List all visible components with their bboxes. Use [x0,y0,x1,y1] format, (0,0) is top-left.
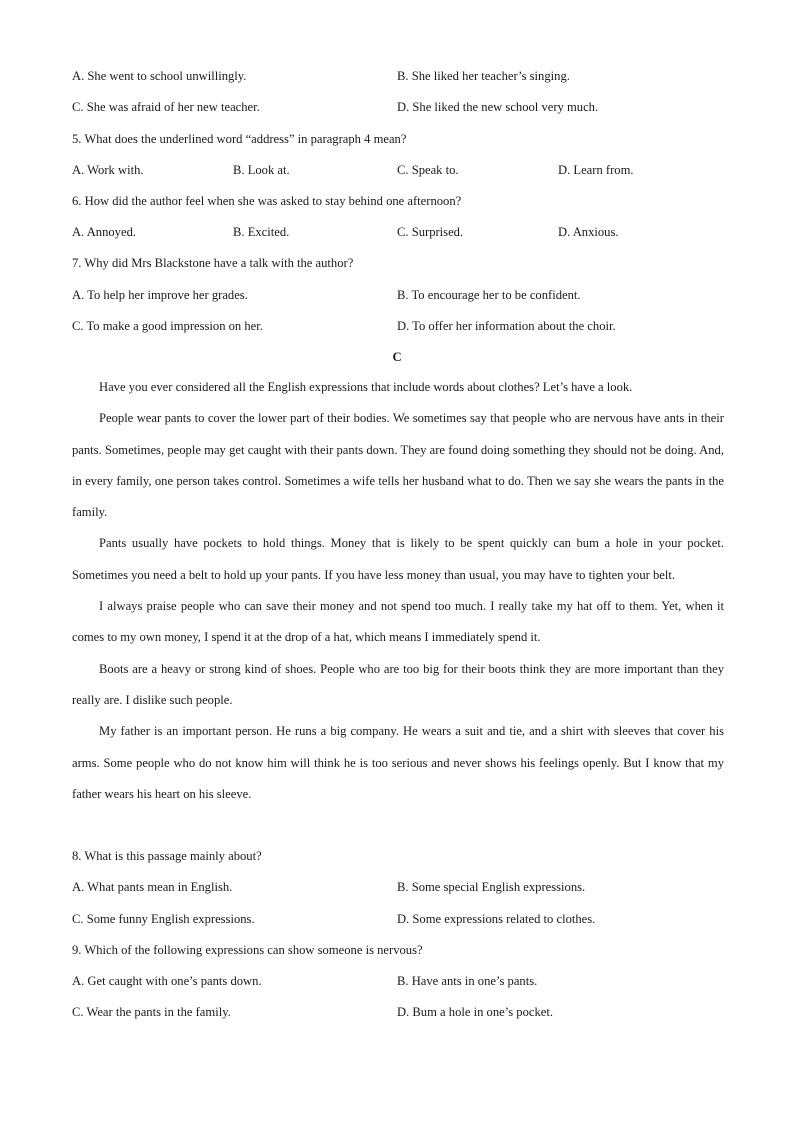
q4-option-d: D. She liked the new school very much. [397,100,599,114]
q6-option-c: C. Surprised. [397,225,464,239]
q5-stem: 5. What does the underlined word “address” in paragraph 4 mean? [72,132,407,146]
q5-option-d: D. Learn from. [558,163,634,177]
q7-option-c: C. To make a good impression on her. [72,319,263,333]
q9-stem: 9. Which of the following expressions can show someone is nervous? [72,943,423,957]
q9-option-b: B. Have ants in one’s pants. [397,974,538,988]
q4-option-a: A. She went to school unwillingly. [72,69,247,83]
section-c-passage [72,372,724,810]
passage-paragraph-1: Have you ever considered all the English expressions that include words about clothes? Let’s have a look. [99,380,633,394]
q9-option-d: D. Bum a hole in one’s pocket. [397,1005,553,1019]
passage-paragraph-4: I always praise people who can save their money and not spend too much. I really take my hat off to them. Yet, when it comes to my own money, I spend it at the drop of a hat, which means I immediately spend it. [72,599,724,645]
q7-option-a: A. To help her improve her grades. [72,288,248,302]
q8-option-b: B. Some special English expressions. [397,880,586,894]
q5-option-b: B. Look at. [233,163,290,177]
passage-paragraph-2: People wear pants to cover the lower part of their bodies. We sometimes say that people who are nervous have ants in their pants. Sometimes, people may get caught with their pants down. They are found doing something they should not be doing. And, in every family, one person takes control. Sometimes a wife tells her husband what to do. Then we say she wears the pants in the family. [72,411,724,520]
q8-option-c: C. Some funny English expressions. [72,912,255,926]
passage-paragraph-3: Pants usually have pockets to hold things. Money that is likely to be spent quickly can bum a hole in your pocket. Sometimes you need a belt to hold up your pants. If you have less money than usual, you may have to tighten your belt. [72,536,724,582]
q9-option-a: A. Get caught with one’s pants down. [72,974,262,988]
q8-option-a: A. What pants mean in English. [72,880,233,894]
q9-option-c: C. Wear the pants in the family. [72,1005,231,1019]
q4-option-c: C. She was afraid of her new teacher. [72,100,260,114]
passage-paragraph-5: Boots are a heavy or strong kind of shoes. People who are too big for their boots think they are more important than they really are. I dislike such people. [72,661,724,707]
q6-option-d: D. Anxious. [558,225,619,239]
q4-option-b: B. She liked her teacher’s singing. [397,69,570,83]
q5-option-a: A. Work with. [72,163,144,177]
q6-option-a: A. Annoyed. [72,225,137,239]
q7-option-d: D. To offer her information about the choir. [397,319,616,333]
q7-stem: 7. Why did Mrs Blackstone have a talk with the author? [72,256,354,270]
q8-stem: 8. What is this passage mainly about? [72,849,262,863]
passage-paragraph-6: My father is an important person. He runs a big company. He wears a suit and tie, and a shirt with sleeves that cover his arms. Some people who do not know him will think he is too serious and never shows his feelings openly. But I know that my father wears his heart on his sleeve. [72,724,724,801]
q6-stem: 6. How did the author feel when she was asked to stay behind one afternoon? [72,194,462,208]
q7-option-b: B. To encourage her to be confident. [397,288,581,302]
section-c-heading: C [392,350,402,364]
q5-option-c: C. Speak to. [397,163,459,177]
q8-option-d: D. Some expressions related to clothes. [397,912,596,926]
q6-option-b: B. Excited. [233,225,290,239]
